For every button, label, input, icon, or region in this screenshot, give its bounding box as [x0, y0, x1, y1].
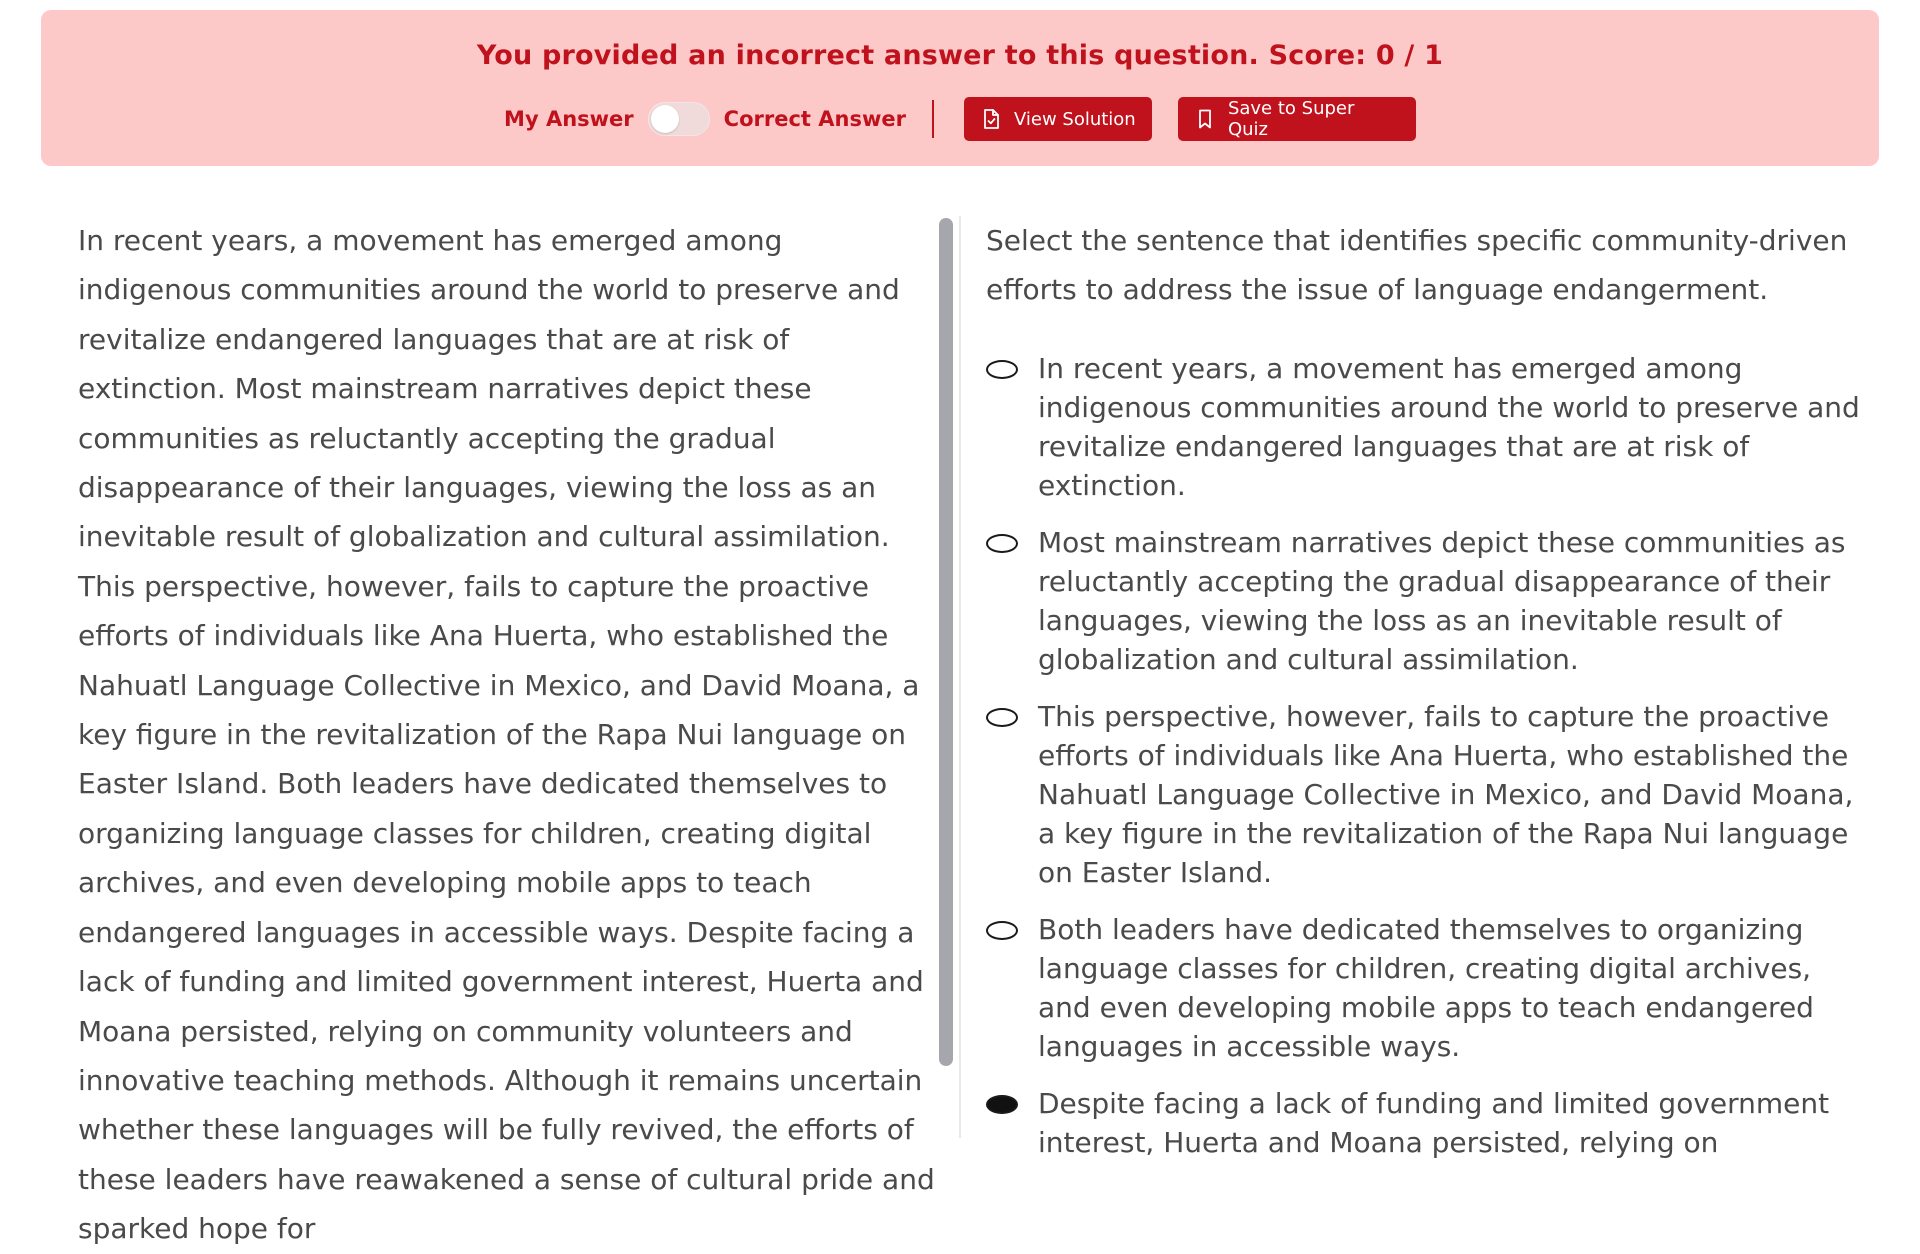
radio-button[interactable] [986, 708, 1018, 727]
answer-option[interactable] [986, 523, 1866, 679]
banner-controls [41, 97, 1879, 141]
answer-option[interactable] [986, 910, 1866, 1066]
toggle-knob [651, 105, 679, 133]
answer-toggle[interactable] [648, 102, 710, 136]
question-panel [986, 216, 1866, 1159]
answer-option[interactable] [986, 349, 1866, 505]
view-solution-button[interactable] [964, 97, 1152, 141]
result-banner [41, 10, 1879, 166]
radio-button[interactable] [986, 921, 1018, 940]
correct-answer-label[interactable]: Correct Answer [723, 107, 906, 131]
passage-scrollbar-thumb[interactable] [939, 218, 953, 1066]
radio-button[interactable] [986, 1095, 1018, 1114]
radio-button[interactable] [986, 534, 1018, 553]
controls-divider [932, 100, 934, 138]
answer-option[interactable] [986, 697, 1866, 892]
option-text: This perspective, however, fails to capture the proactive efforts of individuals like Ana Huerta, who established the Nahuatl Language Collective in Mexico, and David Moana, a key figure in the revitalization of the Rapa Nui language on Easter Island. [1038, 699, 1854, 889]
option-text: Both leaders have dedicated themselves to organizing language classes for children, creating digital archives, and even developing mobile apps to teach endangered languages in accessible ways. [1038, 912, 1814, 1063]
document-check-icon [980, 108, 1002, 130]
column-divider [959, 216, 961, 1138]
passage-text: In recent years, a movement has emerged among indigenous communities around the world to preserve and revitalize endangered languages that are at risk of extinction. Most mainstream narratives depict these communities as reluctantly accepting the gradual disappearance of their languages, viewing the loss as an inevitable result of globalization and cultural assimilation. This perspective, however, fails to capture the proactive efforts of individuals like Ana Huerta, who established the Nahuatl Language Collective in Mexico, and David Moana, a key figure in the revitalization of the Rapa Nui language on Easter Island. Both leaders have dedicated themselves to organizing language classes for children, creating digital archives, and even developing mobile apps to teach endangered languages in accessible ways. Despite facing a lack of funding and limited government interest, Huerta and Moana persisted, relying on community volunteers and innovative teaching methods. Although it remains uncertain whether these languages will be fully revived, the efforts of these leaders have reawakened a sense of cultural pride and sparked hope for [78, 224, 935, 1246]
my-answer-label[interactable]: My Answer [504, 107, 634, 131]
save-to-super-quiz-button[interactable] [1178, 97, 1416, 141]
option-text: Despite facing a lack of funding and limited government interest, Huerta and Moana persisted, relying on [1038, 1086, 1830, 1159]
result-message: You provided an incorrect answer to this question. Score: 0 / 1 [476, 40, 1444, 71]
question-prompt: Select the sentence that identifies specific community-driven efforts to address the issue of language endangerment. [986, 224, 1848, 307]
bookmark-icon [1194, 108, 1216, 130]
save-label: Save to Super Quiz [1227, 98, 1355, 140]
view-solution-label: View Solution [1013, 108, 1136, 130]
radio-button[interactable] [986, 360, 1018, 379]
passage-scrollbar[interactable] [939, 218, 953, 1066]
answer-option[interactable] [986, 1084, 1866, 1162]
option-text: Most mainstream narratives depict these communities as reluctantly accepting the gradual disappearance of their languages, viewing the loss as an inevitable result of globalization and cultural assimilation. [1038, 525, 1846, 676]
option-text: In recent years, a movement has emerged among indigenous communities around the world to preserve and revitalize endangered languages that are at risk of extinction. [1038, 351, 1860, 502]
